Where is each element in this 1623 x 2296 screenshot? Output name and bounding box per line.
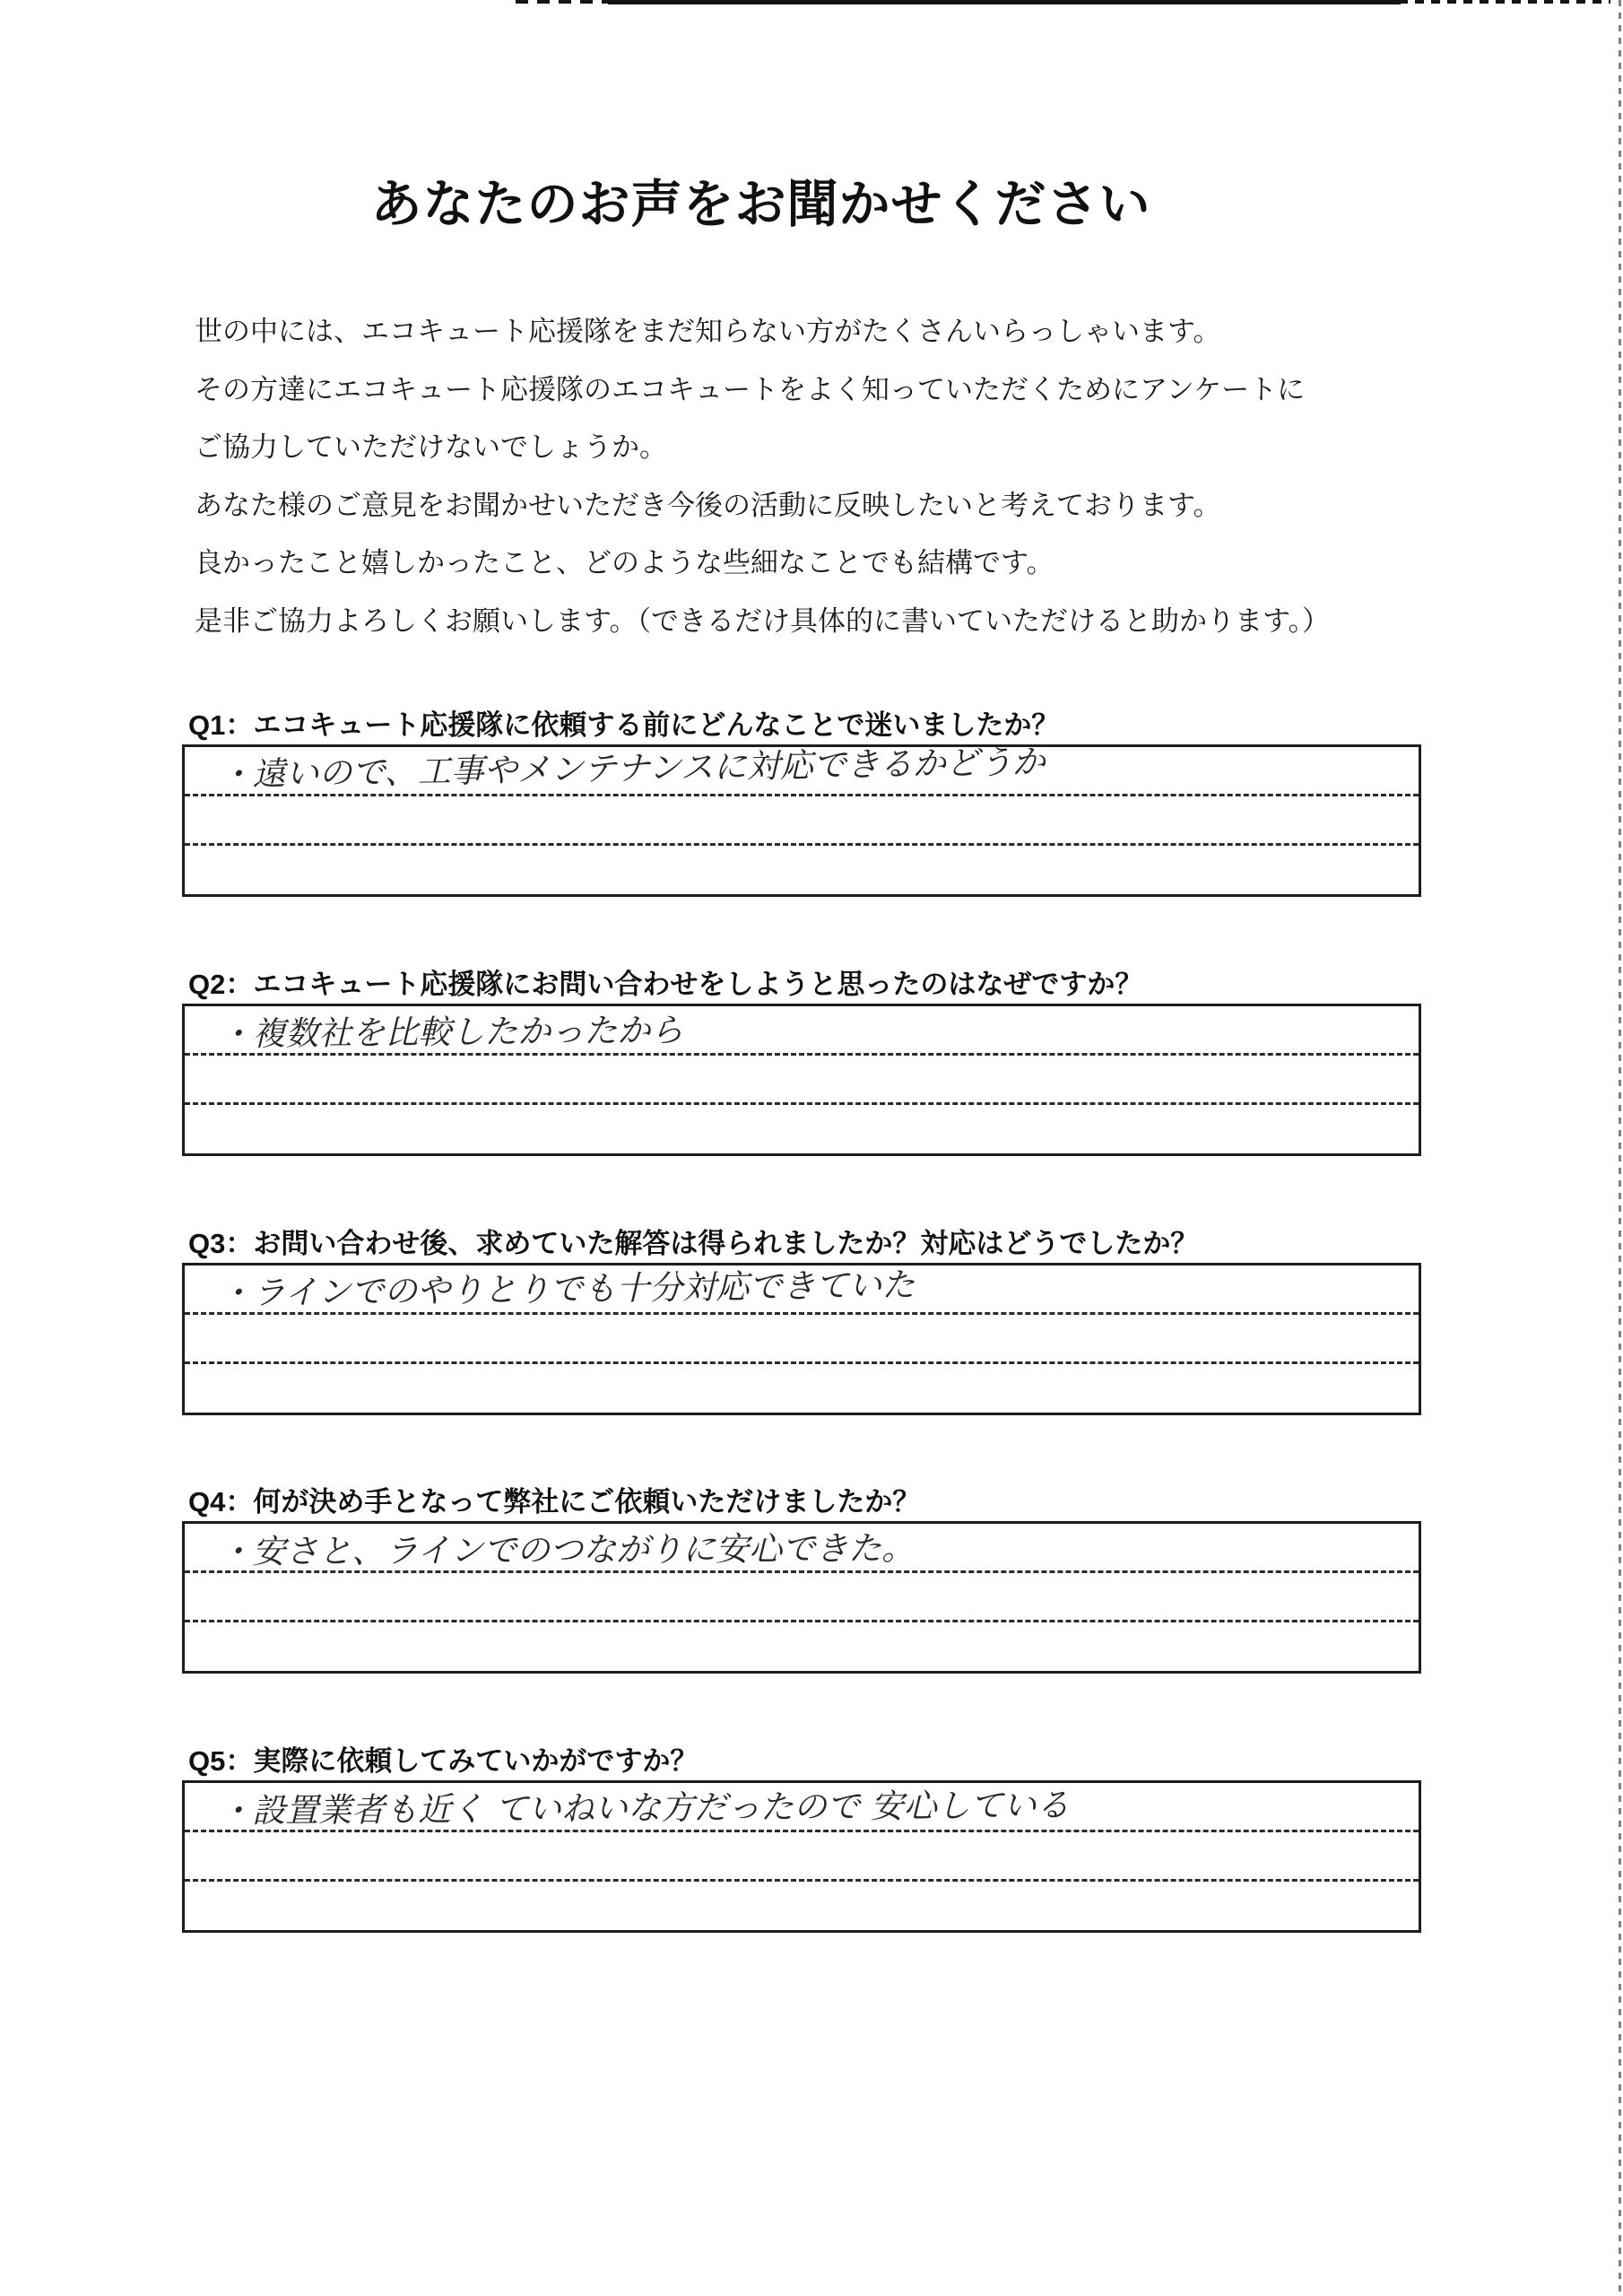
- answer-box-q5: [182, 1780, 1421, 1933]
- scan-artifact-right-edge: [1619, 0, 1621, 2296]
- intro-line: ご協力していただけないでしょうか。: [195, 431, 667, 463]
- handwritten-answer-q5: ・設置業者も近く ていねいな方だったので 安心している: [219, 1786, 1070, 1831]
- intro-line: その方達にエコキュート応援隊のエコキュートをよく知っていただくためにアンケートに: [195, 373, 1306, 405]
- intro-line: 良かったこと嬉しかったこと、どのような些細なことでも結構です。: [195, 547, 1055, 578]
- answer-line-2: [185, 1315, 1419, 1364]
- question-label-q2: Q2：エコキュート応援隊にお問い合わせをしようと思ったのはなぜですか？: [188, 969, 1143, 1000]
- answer-line-1: [185, 1524, 1419, 1573]
- question-label-q4: Q4：何が決め手となって弊社にご依頼いただけましたか？: [188, 1486, 921, 1518]
- answer-line-1: [185, 742, 1419, 796]
- answer-line-3: [185, 846, 1419, 894]
- question-section-q1: [182, 710, 1421, 897]
- question-section-q3: [182, 1229, 1421, 1415]
- answer-box-q4: [182, 1521, 1421, 1674]
- answer-line-3: [185, 1105, 1419, 1153]
- answer-line-2: [185, 1573, 1419, 1622]
- answer-box-q1: [182, 744, 1421, 897]
- answer-box-q3: [182, 1263, 1421, 1415]
- answer-line-3: [185, 1364, 1419, 1413]
- answer-box-q2: [182, 1004, 1421, 1156]
- question-section-q5: [182, 1746, 1421, 1933]
- answer-line-3: [185, 1622, 1419, 1671]
- handwritten-answer-q1: ・遠いので、工事やメンテナンスに対応できるかどうか: [219, 742, 1046, 795]
- page-title: あなたのお声をお聞かせください: [370, 176, 1151, 233]
- question-label-q3: Q3：お問い合わせ後、求めていた解答は得られましたか？対応はどうでしたか？: [188, 1228, 1199, 1259]
- intro-line: 世の中には、エコキュート応援隊をまだ知らない方がたくさんいらっしゃいます。: [195, 316, 1221, 347]
- answer-line-2: [185, 796, 1419, 846]
- question-section-q2: [182, 970, 1421, 1156]
- handwritten-answer-q2: ・複数社を比較したかったから: [219, 1011, 684, 1054]
- intro-paragraph: [195, 303, 1522, 650]
- intro-line: あなた様のご意見をお聞かせいただき今後の活動に反映したいと考えております。: [195, 489, 1221, 521]
- handwritten-answer-q3: ・ラインでのやりとりでも十分対応できていた: [219, 1265, 916, 1313]
- question-label-q1: Q1：エコキュート応援隊に依頼する前にどんなことで迷いましたか？: [188, 709, 1060, 741]
- scan-artifact-top-right: [1399, 0, 1610, 4]
- answer-line-2: [185, 1832, 1419, 1882]
- answer-line-1: [185, 1783, 1419, 1832]
- intro-line: 是非ご協力よろしくお願いします。（できるだけ具体的に書いていただけると助かります。）: [195, 604, 1331, 637]
- scan-artifact-top: [608, 0, 1401, 4]
- question-label-q5: Q5：実際に依頼してみていかがですか？: [188, 1745, 699, 1777]
- question-section-q4: [182, 1487, 1421, 1674]
- answer-line-1: [185, 1265, 1419, 1315]
- answer-line-1: [185, 1006, 1419, 1056]
- handwritten-answer-q4: ・安さと、ラインでのつながりに安心できた。: [219, 1528, 916, 1571]
- scan-artifact-top-left: [516, 0, 609, 4]
- answer-line-2: [185, 1056, 1419, 1105]
- answer-line-3: [185, 1882, 1419, 1930]
